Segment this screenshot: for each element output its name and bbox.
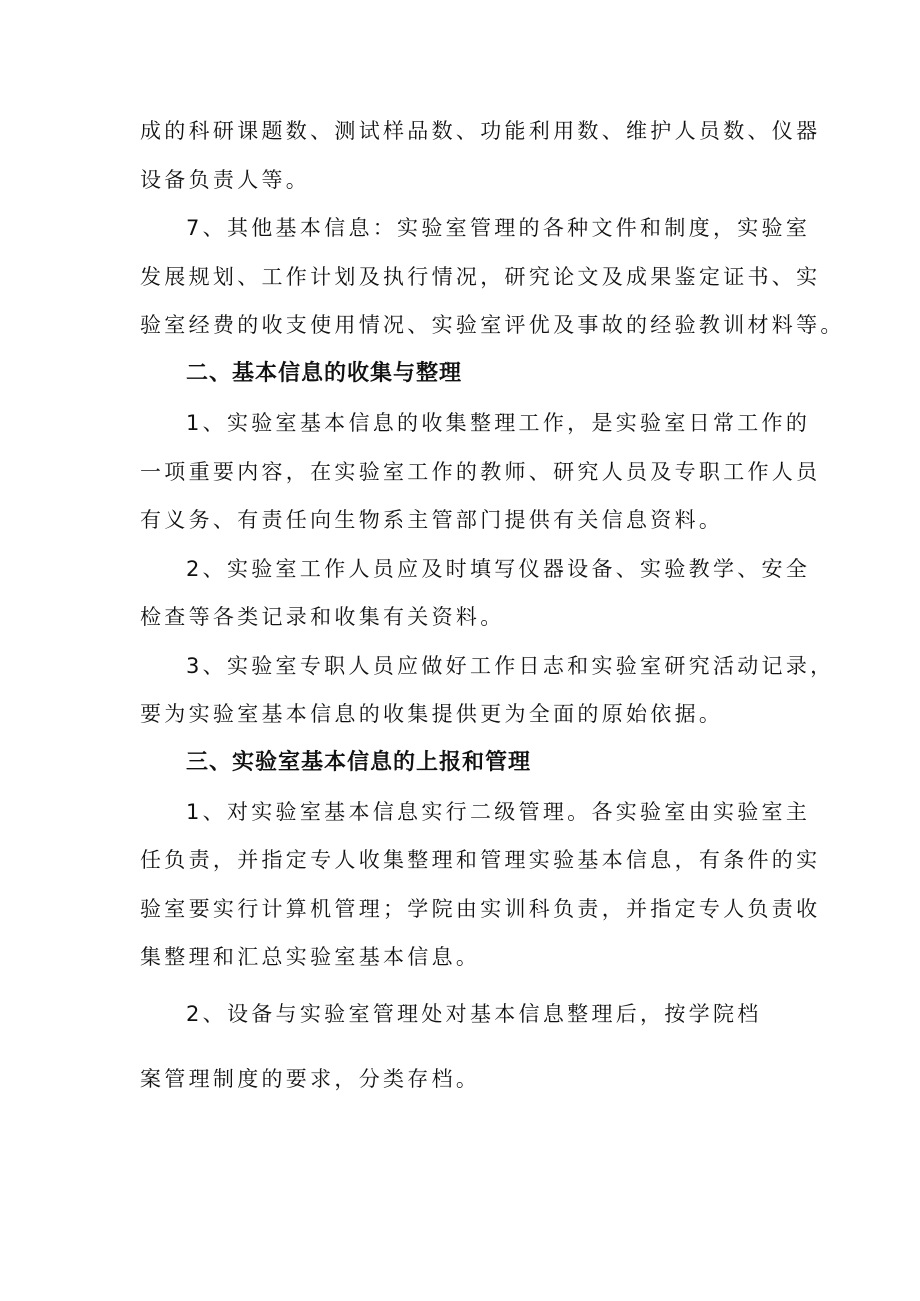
paragraph-line: 2、实验室工作人员应及时填写仪器设备、实验教学、安全 <box>186 557 811 581</box>
paragraph-line: 要为实验室基本信息的收集提供更为全面的原始依据。 <box>140 702 724 726</box>
section-heading: 二、基本信息的收集与整理 <box>186 361 463 386</box>
paragraph-line: 1、实验室基本信息的收集整理工作，是实验室日常工作的 <box>186 411 811 435</box>
paragraph-line: 任负责，并指定专人收集整理和管理实验基本信息，有条件的实 <box>140 848 821 872</box>
paragraph-line: 案管理制度的要求，分类存档。 <box>140 1067 481 1091</box>
paragraph-line: 检查等各类记录和收集有关资料。 <box>140 605 505 629</box>
paragraph-line: 发展规划、工作计划及执行情况，研究论文及成果鉴定证书、实 <box>140 265 821 289</box>
paragraph-line: 3、实验室专职人员应做好工作日志和实验室研究活动记录， <box>186 654 835 678</box>
paragraph-line: 7、其他基本信息：实验室管理的各种文件和制度，实验室 <box>186 216 811 240</box>
paragraph-line: 2、设备与实验室管理处对基本信息整理后，按学院档 <box>186 1002 762 1026</box>
paragraph-line: 1、对实验室基本信息实行二级管理。各实验室由实验室主 <box>186 800 811 824</box>
paragraph-line: 成的科研课题数、测试样品数、功能利用数、维护人员数、仪器 <box>140 119 821 143</box>
paragraph-line: 验室经费的收支使用情况、实验室评优及事故的经验教训材料等。 <box>140 313 845 337</box>
paragraph-line: 集整理和汇总实验室基本信息。 <box>140 945 481 969</box>
paragraph-line: 有义务、有责任向生物系主管部门提供有关信息资料。 <box>140 508 724 532</box>
paragraph-line: 设备负责人等。 <box>140 168 311 192</box>
paragraph-line: 验室要实行计算机管理；学院由实训科负责，并指定专人负责收 <box>140 897 821 921</box>
paragraph-line: 一项重要内容，在实验室工作的教师、研究人员及专职工作人员 <box>140 460 821 484</box>
section-heading: 三、实验室基本信息的上报和管理 <box>186 750 532 775</box>
